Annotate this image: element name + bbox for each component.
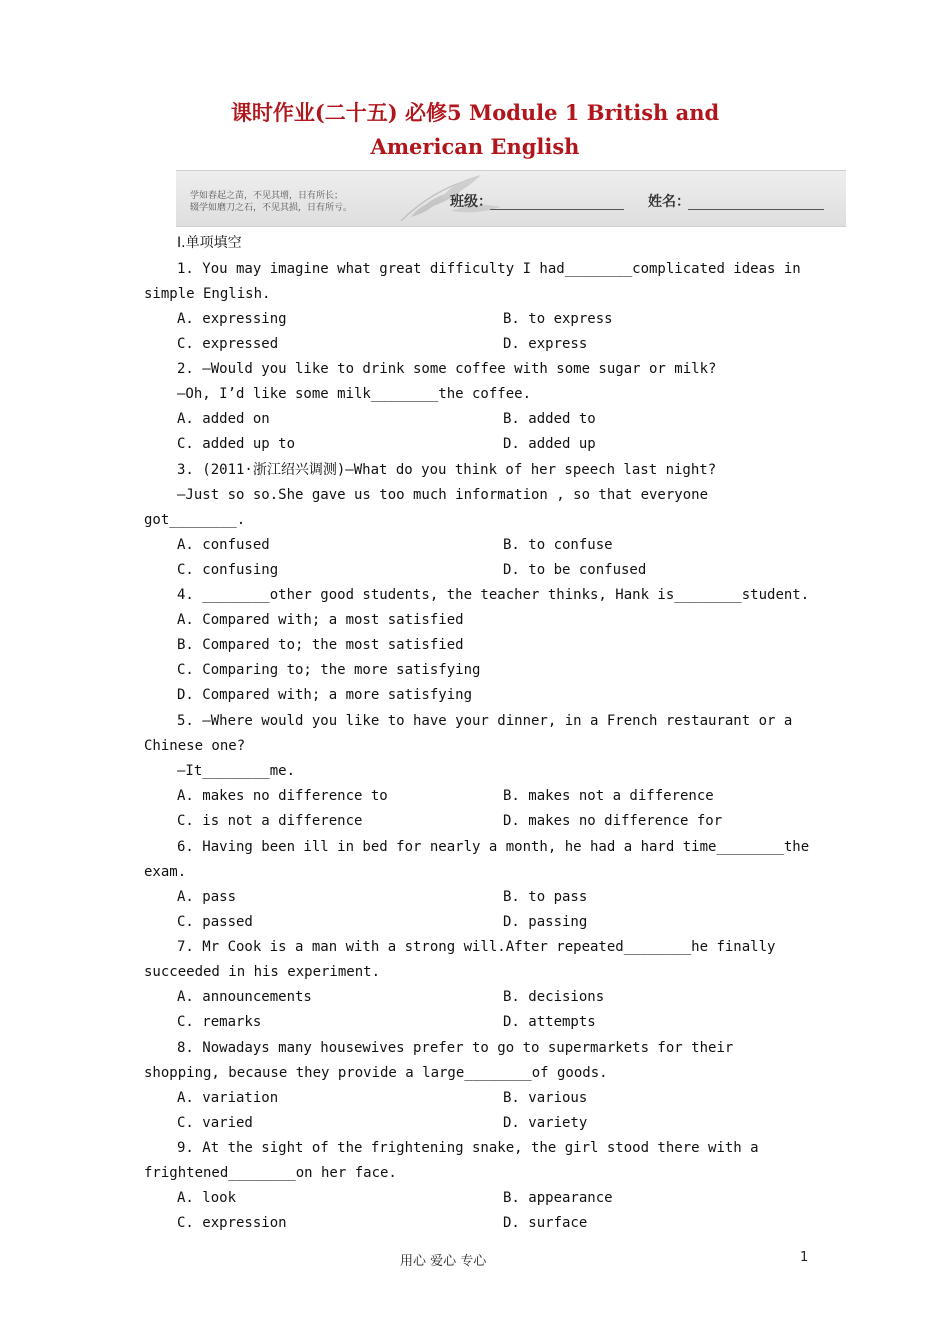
question-3-option-b: B. to confuse: [503, 537, 613, 553]
question-3-option-d: D. to be confused: [503, 562, 647, 578]
question-6-stem-1: 6. Having been ill in bed for nearly a month, he had a hard time________the: [177, 839, 810, 855]
question-8-option-b: B. various: [503, 1090, 588, 1106]
question-8-stem-1: 8. Nowadays many housewives prefer to go to supermarkets for their: [177, 1040, 734, 1056]
question-9-stem-2: frightened________on her face.: [144, 1165, 397, 1181]
question-8-stem-2: shopping, because they provide a large________of goods.: [144, 1065, 608, 1081]
question-1-option-b: B. to express: [503, 311, 613, 327]
question-7-stem-1: 7. Mr Cook is a man with a strong will.After repeated________he finally: [177, 939, 776, 955]
question-6-option-c: C. passed: [177, 914, 253, 930]
question-3-stem-2: —Just so so.She gave us too much information , so that everyone: [177, 487, 709, 503]
name-label: 姓名：: [648, 194, 690, 210]
class-label: 班级：: [450, 194, 492, 210]
question-2-option-d: D. added up: [503, 436, 596, 452]
question-9-option-b: B. appearance: [503, 1190, 613, 1206]
motto-line-1: 学如春起之苗，不见其增，日有所长；: [190, 191, 344, 201]
question-1-option-d: D. express: [503, 336, 588, 352]
question-4-option-a: A. Compared with; a most satisfied: [177, 612, 464, 628]
page-title-line-1: 课时作业(二十五) 必修5 Module 1 British and: [230, 100, 720, 125]
question-3-option-c: C. confusing: [177, 562, 279, 578]
question-6-option-b: B. to pass: [503, 889, 588, 905]
question-5-option-c: C. is not a difference: [177, 813, 363, 829]
question-5-option-d: D. makes no difference for: [503, 813, 723, 829]
question-7-stem-2: succeeded in his experiment.: [144, 964, 381, 980]
question-2-option-a: A. added on: [177, 411, 270, 427]
question-6-option-a: A. pass: [177, 889, 237, 905]
question-9-option-d: D. surface: [503, 1215, 588, 1231]
question-7-option-c: C. remarks: [177, 1014, 262, 1030]
question-2-stem-2: —Oh, I’d like some milk________the coffee.: [177, 386, 532, 402]
question-6-stem-2: exam.: [144, 864, 187, 880]
name-field-line[interactable]: [688, 209, 824, 210]
question-4-stem-1: 4. ________other good students, the teacher thinks, Hank is________student.: [177, 587, 810, 603]
question-3-stem-1: 3. (2011·浙江绍兴调测)—What do you think of her speech last night?: [177, 462, 717, 478]
question-7-option-a: A. announcements: [177, 989, 312, 1005]
motto-line-2: 辍学如磨刀之石，不见其损，日有所亏。: [190, 203, 353, 213]
question-1-option-c: C. expressed: [177, 336, 279, 352]
header-banner: [176, 170, 846, 227]
page-number: 1: [800, 1250, 809, 1265]
question-5-stem-3: —It________me.: [177, 763, 296, 779]
page-title-line-2: American English: [370, 134, 580, 159]
question-5-option-a: A. makes no difference to: [177, 788, 388, 804]
question-8-option-d: D. variety: [503, 1115, 588, 1131]
question-5-stem-1: 5. —Where would you like to have your dinner, in a French restaurant or a: [177, 713, 793, 729]
question-9-option-c: C. expression: [177, 1215, 287, 1231]
question-1-stem-1: 1. You may imagine what great difficulty I had________complicated ideas in: [177, 261, 801, 277]
question-3-option-a: A. confused: [177, 537, 270, 553]
question-1-option-a: A. expressing: [177, 311, 287, 327]
question-1-stem-2: simple English.: [144, 286, 271, 302]
question-5-stem-2: Chinese one?: [144, 738, 246, 754]
question-7-option-b: B. decisions: [503, 989, 605, 1005]
question-4-option-c: C. Comparing to; the more satisfying: [177, 662, 481, 678]
question-2-option-c: C. added up to: [177, 436, 296, 452]
question-4-option-b: B. Compared to; the most satisfied: [177, 637, 464, 653]
question-9-option-a: A. look: [177, 1190, 237, 1206]
question-4-option-d: D. Compared with; a more satisfying: [177, 687, 473, 703]
question-2-option-b: B. added to: [503, 411, 596, 427]
question-8-option-a: A. variation: [177, 1090, 279, 1106]
question-7-option-d: D. attempts: [503, 1014, 596, 1030]
question-6-option-d: D. passing: [503, 914, 588, 930]
question-9-stem-1: 9. At the sight of the frightening snake, the girl stood there with a: [177, 1140, 759, 1156]
class-field-line[interactable]: [490, 209, 624, 210]
question-5-option-b: B. makes not a difference: [503, 788, 714, 804]
footer-motto: 用心 爱心 专心: [400, 1254, 487, 1269]
question-8-option-c: C. varied: [177, 1115, 253, 1131]
question-2-stem-1: 2. —Would you like to drink some coffee with some sugar or milk?: [177, 361, 717, 377]
question-3-stem-3: got________.: [144, 512, 246, 528]
section-title: Ⅰ.单项填空: [177, 235, 242, 251]
